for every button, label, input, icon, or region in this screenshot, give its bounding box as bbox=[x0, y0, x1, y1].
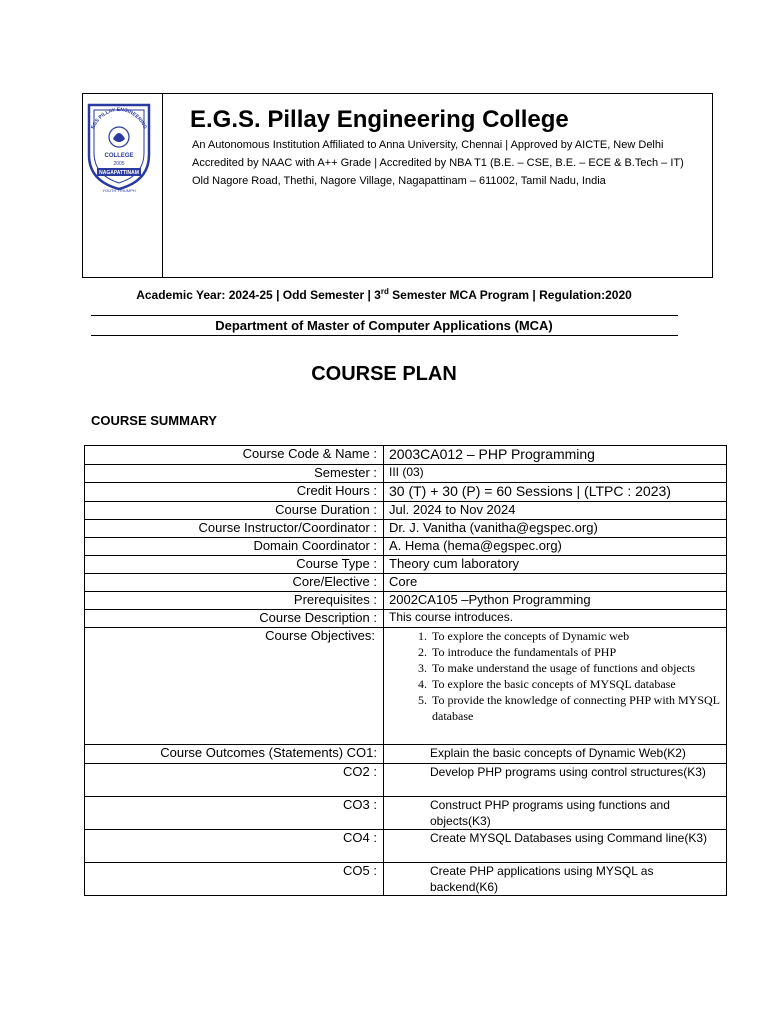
college-logo-emblem bbox=[81, 95, 157, 195]
course-summary-table bbox=[84, 445, 727, 896]
row-label: Credit Hours : bbox=[85, 483, 384, 502]
row-label: Domain Coordinator : bbox=[85, 538, 384, 556]
academic-year-line: Academic Year: 2024-25 | Odd Semester | 3rd Semester MCA Program | Regulation:2020 bbox=[136, 287, 632, 302]
row-label: Course Description : bbox=[85, 610, 384, 628]
address-line: Old Nagore Road, Thethi, Nagore Village, Nagapattinam – 611002, Tamil Nadu, India bbox=[192, 175, 606, 187]
outcome-text: Develop PHP programs using control structures(K3) bbox=[430, 765, 706, 779]
row-label: Course Duration : bbox=[85, 502, 384, 520]
instructor-value: Dr. J. Vanitha (vanitha@egspec.org) bbox=[384, 520, 727, 538]
table-row bbox=[85, 863, 727, 896]
top-rule bbox=[91, 315, 678, 316]
outcome-text: Construct PHP programs using functions and objects(K3) bbox=[430, 798, 670, 828]
bottom-rule bbox=[91, 335, 678, 336]
row-label: CO4 : bbox=[85, 830, 384, 863]
domain-coordinator-value: A. Hema (hema@egspec.org) bbox=[384, 538, 727, 556]
row-label: Semester : bbox=[85, 465, 384, 483]
accreditation-line: Accredited by NAAC with A++ Grade | Accredited by NBA T1 (B.E. – CSE, B.E. – ECE & B.Tech – IT) bbox=[192, 157, 684, 169]
table-row bbox=[85, 797, 727, 830]
table-row bbox=[85, 574, 727, 592]
table-row bbox=[85, 520, 727, 538]
list-item: 4. To explore the basic concepts of MYSQL database bbox=[430, 676, 722, 692]
table-row bbox=[85, 764, 727, 797]
outcome-cell bbox=[384, 797, 727, 830]
row-label: Course Instructor/Coordinator : bbox=[85, 520, 384, 538]
table-row bbox=[85, 745, 727, 764]
department-name: Department of Master of Computer Applications (MCA) bbox=[215, 318, 553, 333]
row-label: Course Type : bbox=[85, 556, 384, 574]
list-item: 1. To explore the concepts of Dynamic web bbox=[430, 628, 722, 644]
table-row bbox=[85, 538, 727, 556]
table-row bbox=[85, 610, 727, 628]
header-divider bbox=[162, 94, 163, 277]
row-label: Prerequisites : bbox=[85, 592, 384, 610]
table-row bbox=[85, 556, 727, 574]
outcome-text: Create MYSQL Databases using Command line(K3) bbox=[430, 831, 708, 845]
table-row bbox=[85, 830, 727, 863]
svg-text:2005: 2005 bbox=[113, 161, 125, 167]
semester-value: III (03) bbox=[384, 465, 727, 483]
credit-hours-value: 30 (T) + 30 (P) = 60 Sessions | (LTPC : 2023) bbox=[384, 483, 727, 502]
page-title: COURSE PLAN bbox=[311, 363, 457, 385]
college-name: E.G.S. Pillay Engineering College bbox=[190, 106, 569, 133]
row-label: Course Code & Name : bbox=[85, 446, 384, 465]
row-label: CO5 : bbox=[85, 863, 384, 896]
prerequisites-value: 2002CA105 –Python Programming bbox=[384, 592, 727, 610]
row-label: Core/Elective : bbox=[85, 574, 384, 592]
table-row bbox=[85, 592, 727, 610]
svg-text:COLLEGE: COLLEGE bbox=[104, 153, 134, 159]
outcome-cell bbox=[384, 764, 727, 797]
outcome-cell bbox=[384, 745, 727, 764]
row-label: Course Outcomes (Statements) CO1: bbox=[85, 745, 384, 764]
table-row bbox=[85, 446, 727, 465]
list-item: 2. To introduce the fundamentals of PHP bbox=[430, 644, 722, 660]
description-value: This course introduces. bbox=[384, 610, 727, 628]
college-header bbox=[82, 93, 713, 278]
table-row bbox=[85, 483, 727, 502]
course-type-value: Theory cum laboratory bbox=[384, 556, 727, 574]
affiliation-line: An Autonomous Institution Affiliated to Anna University, Chennai | Approved by AICTE, New Delhi bbox=[192, 139, 664, 151]
row-label: CO3 : bbox=[85, 797, 384, 830]
core-elective-value: Core bbox=[384, 574, 727, 592]
section-title: COURSE SUMMARY bbox=[91, 413, 217, 428]
row-label: Course Objectives: bbox=[85, 628, 384, 745]
outcome-text: Create PHP applications using MYSQL as backend(K6) bbox=[430, 864, 654, 894]
outcome-cell bbox=[384, 863, 727, 896]
duration-value: Jul. 2024 to Nov 2024 bbox=[384, 502, 727, 520]
objectives-list bbox=[384, 628, 722, 724]
table-row bbox=[85, 465, 727, 483]
outcome-cell bbox=[384, 830, 727, 863]
svg-text:NAGAPATTINAM: NAGAPATTINAM bbox=[99, 170, 139, 176]
svg-text:EGS PILLAY ENGINEERING: EGS PILLAY ENGINEERING bbox=[90, 106, 148, 130]
list-item: 5. To provide the knowledge of connecting PHP with MYSQL database bbox=[430, 692, 722, 724]
course-code-value: 2003CA012 – PHP Programming bbox=[384, 446, 727, 465]
outcome-text: Explain the basic concepts of Dynamic Web(K2) bbox=[430, 746, 686, 760]
row-label: CO2 : bbox=[85, 764, 384, 797]
table-row bbox=[85, 628, 727, 745]
objectives-cell bbox=[384, 628, 727, 745]
svg-text:YOUTH TRIUMPH: YOUTH TRIUMPH bbox=[102, 188, 136, 193]
table-row bbox=[85, 502, 727, 520]
list-item: 3. To make understand the usage of functions and objects bbox=[430, 660, 722, 676]
